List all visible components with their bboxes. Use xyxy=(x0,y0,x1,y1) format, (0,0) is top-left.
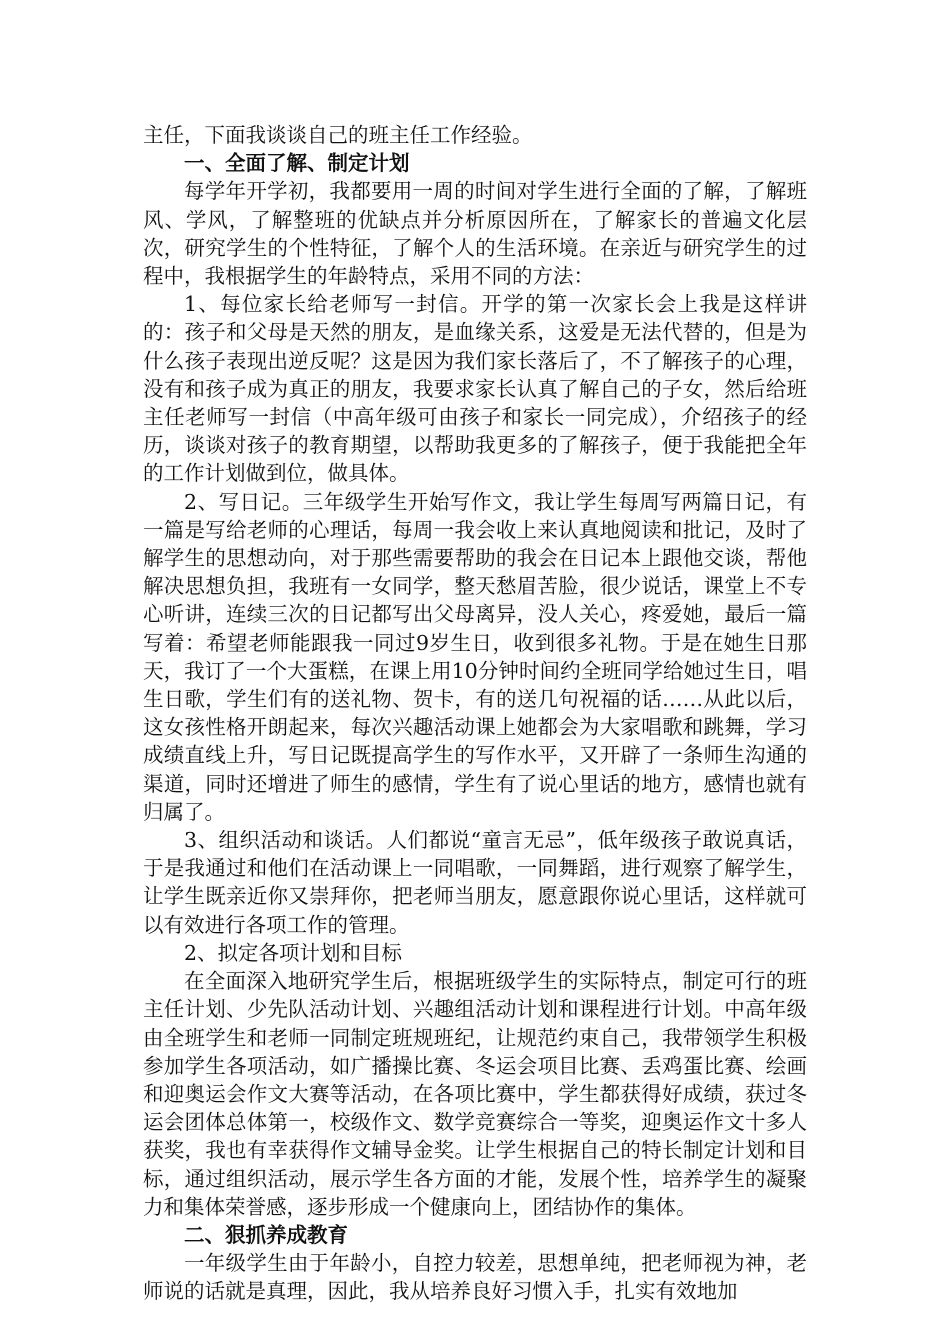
paragraph: 一年级学生由于年龄小，自控力较差，思想单纯，把老师视为神，老师说的话就是真理，因此，我从培养良好习惯入手，扎实有效地加 xyxy=(143,1251,807,1304)
document-body xyxy=(143,121,807,1306)
section-heading-2: 二、狠抓养成教育 xyxy=(184,1222,348,1247)
paragraph: 每学年开学初，我都要用一周的时间对学生进行全面的了解，了解班风、学风，了解整班的优缺点并分析原因所在，了解家长的普遍文化层次，研究学生的个性特征，了解个人的生活环境。在亲近与研究学生的过程中，我根据学生的年龄特点，采用不同的方法： xyxy=(143,179,807,289)
paragraph: 3、组织活动和谈话。人们都说“童言无忌”，低年级孩子敢说真话，于是我通过和他们在活动课上一同唱歌，一同舞蹈，进行观察了解学生，让学生既亲近你又崇拜你，把老师当朋友，愿意跟你说心里话，这样就可以有效进行各项工作的管理。 xyxy=(143,828,807,937)
paragraph: 在全面深入地研究学生后，根据班级学生的实际特点，制定可行的班主任计划、少先队活动计划、兴趣组活动计划和课程进行计划。中高年级由全班学生和老师一同制定班规班纪，让规范约束自己，我带领学生积极参加学生各项活动，如广播操比赛、冬运会项目比赛、丢鸡蛋比赛、绘画和迎奥运会作文大赛等活动，在各项比赛中，学生都获得好成绩，获过冬运会团体总体第一，校级作文、数学竞赛综合一等奖，迎奥运作文十多人获奖，我也有幸获得作文辅导金奖。让学生根据自己的特长制定计划和目标，通过组织活动，展示学生各方面的才能，发展个性，培养学生的凝聚力和集体荣誉感，逐步形成一个健康向上，团结协作的集体。 xyxy=(143,969,807,1219)
paragraph: 2、写日记。三年级学生开始写作文，我让学生每周写两篇日记，有一篇是写给老师的心理话，每周一我会收上来认真地阅读和批记，及时了解学生的思想动向，对于那些需要帮助的我会在日记本上跟他交谈，帮他解决思想负担，我班有一女同学，整天愁眉苦脸，很少说话，课堂上不专心听讲，连续三次的日记都写出父母离异，没人关心，疼爱她，最后一篇写着：希望老师能跟我一同过9岁生日，收到很多礼物。于是在她生日那天，我订了一个大蛋糕，在课上用10分钟时间约全班同学给她过生日，唱生日歌，学生们有的送礼物、贺卡，有的送几句祝福的话……从此以后，这女孩性格开朗起来，每次兴趣活动课上她都会为大家唱歌和跳舞，学习成绩直线上升，写日记既提高学生的写作水平，又开辟了一条师生沟通的渠道，同时还增进了师生的感情，学生有了说心里话的地方，感情也就有归属了。 xyxy=(143,489,807,824)
subheading-paragraph: 2、拟定各项计划和目标 xyxy=(184,940,403,965)
paragraph-continued: 主任，下面我谈谈自己的班主任工作经验。 xyxy=(143,123,533,147)
paragraph: 1、每位家长给老师写一封信。开学的第一次家长会上我是这样讲的：孩子和父母是天然的朋友，是血缘关系，这爱是无法代替的，但是为什么孩子表现出逆反呢？这是因为我们家长落后了，不了解孩子的心理，没有和孩子成为真正的朋友，我要求家长认真了解自己的子女，然后给班主任老师写一封信（中高年级可由孩子和家长一同完成），介绍孩子的经历，谈谈对孩子的教育期望，以帮助我更多的了解孩子，便于我能把全年的工作计划做到位，做具体。 xyxy=(143,292,807,486)
section-heading-1: 一、全面了解、制定计划 xyxy=(184,151,410,176)
